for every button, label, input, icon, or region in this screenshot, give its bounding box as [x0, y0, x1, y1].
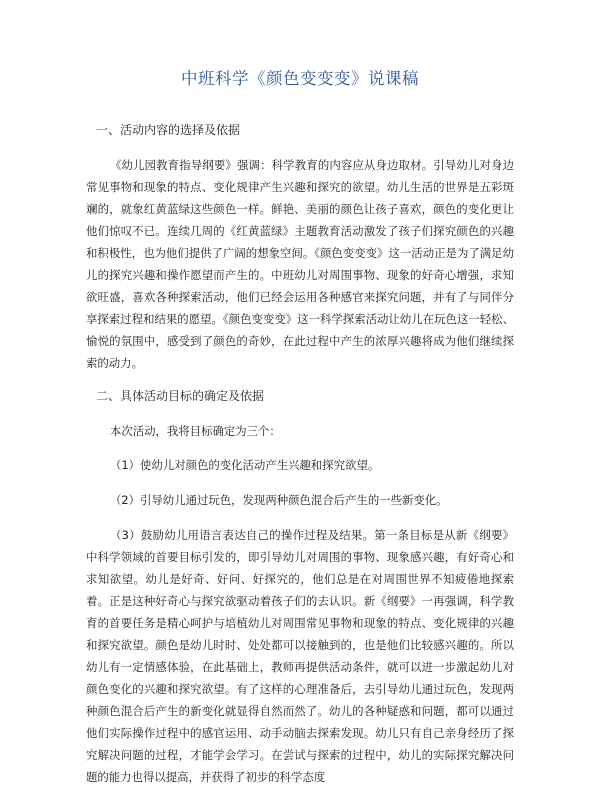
- goal-3: （3）鼓励幼儿用语言表达自己的操作过程及结果。第一条目标是从新《纲要》中科学领域的首要目标引发的，即引导幼儿对周围的事物、现象感兴趣，有好奇心和求知欲望。幼儿是好奇、好问、好探究的，他们总是在对周围世界不知疲倦地探索着。正是这种好奇心与探究欲驱动着孩子们的去认识。新《纲要》一再强调，科学教育的首要任务是精心呵护与培植幼儿对周围常见事物和现象的特点、变化规律的兴趣和探究欲望。颜色是幼儿时时、处处都可以接触到的，也是他们比较感兴趣的。所以幼儿有一定情感体验，在此基础上，教师再提供活动条件，就可以进一步激起幼儿对颜色变化的兴趣和探究欲望。有了这样的心理准备后，去引导幼儿通过玩色，发现两种颜色混合后产生的新变化就显得自然而然了。幼儿的各种疑惑和问题，都可以通过他们实际操作过程中的感官运用、动手动脑去探索发现。幼儿只有自己亲身经历了探究解决问题的过程，才能学会学习。在尝试与探索的过程中，幼儿的实际探究解决问题的能力也得以提高，并获得了初步的科学态度: [86, 528, 514, 784]
- section-1-heading: 一、活动内容的选择及依据: [96, 123, 241, 137]
- goal-2: （2）引导幼儿通过玩色，发现两种颜色混合后产生的一些新变化。: [110, 493, 448, 507]
- document-title: 中班科学《颜色变变变》说课稿: [181, 69, 419, 88]
- section-1-paragraph: 《幼儿园教育指导纲要》强调：科学教育的内容应从身边取材。引导幼儿对身边常见事物和现象的特点、变化规律产生兴趣和探究的欲望。幼儿生活的世界是五彩斑斓的，就象红黄蓝绿这些颜色一样。鲜艳、美丽的颜色让孩子喜欢，颜色的变化更让他们惊叹不已。连续几周的《红黄蓝绿》主题教育活动激发了孩子们探究颜色的兴趣和积极性，也为他们提供了广阔的想象空间。《颜色变变变》这一活动正是为了满足幼儿的探究兴趣和操作愿望而产生的。中班幼儿对周围事物、现象的好奇心增强，求知欲旺盛，喜欢各种探索活动，他们已经会运用各种感官来探究问题，并有了与同伴分享探索过程和结果的愿望。《颜色变变变》这一科学探索活动让幼儿在玩色这一轻松、愉悦的氛围中，感受到了颜色的奇妙，在此过程中产生的浓厚兴趣将成为他们继续探索的动力。: [86, 158, 514, 370]
- goal-1: （1）使幼儿对颜色的变化活动产生兴趣和探究欲望。: [110, 458, 380, 472]
- section-2-intro: 本次活动，我将目标确定为三个：: [109, 424, 281, 438]
- section-2-heading: 二、具体活动目标的确定及依据: [96, 389, 265, 403]
